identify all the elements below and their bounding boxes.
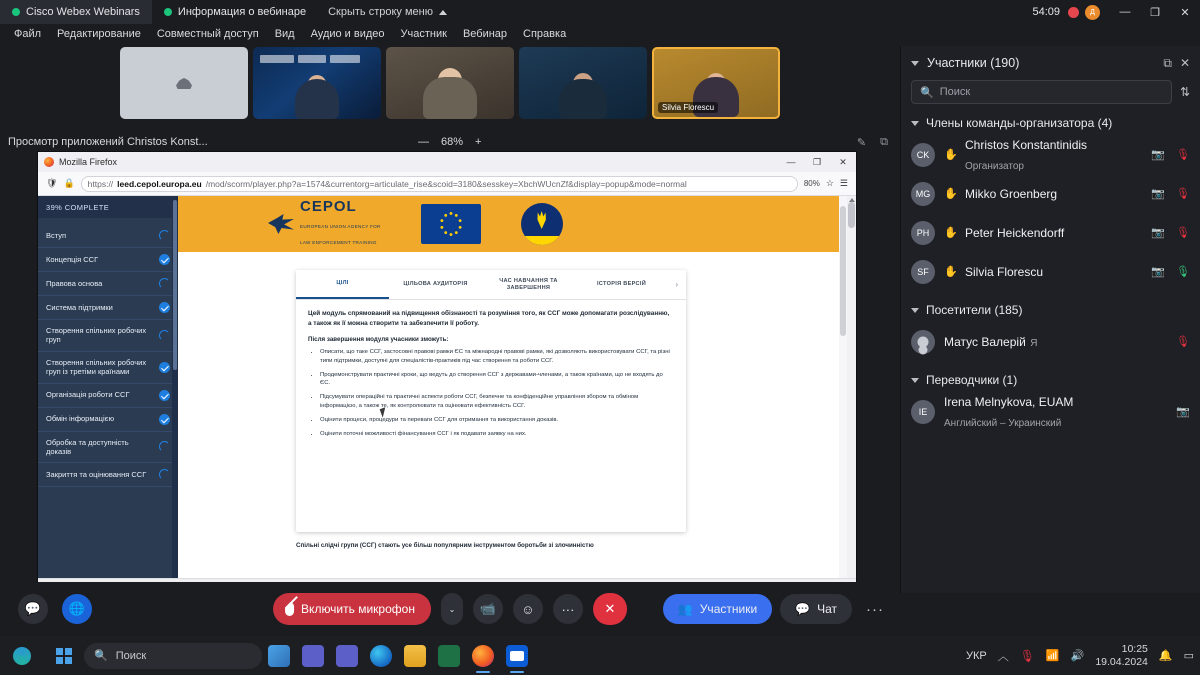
unmute-microphone-label: Включить микрофон (301, 602, 415, 616)
outline-item-label: Обробка та доступність доказів (46, 437, 129, 456)
unmute-microphone-button[interactable] (273, 593, 431, 625)
ukraine-seal-icon (521, 203, 563, 245)
participant-row[interactable] (901, 213, 1200, 252)
objective-item: • Підсумувати операційні та практичні аспекти роботи ССГ, безпечне та конфіденційне управління збором та обміном інформацією, а також те, як контролювати та оцінювати ефективність ССГ. (320, 393, 674, 411)
participant-name: Peter Heickendorff (965, 225, 1065, 240)
search-input[interactable] (911, 80, 1172, 104)
system-tray (966, 643, 1194, 667)
chevron-down-icon (911, 378, 919, 383)
participant-info (965, 262, 1142, 281)
cepol-tagline-1: EUROPEAN UNION AGENCY FOR (300, 223, 381, 229)
zoom-out-button[interactable]: — (418, 136, 429, 148)
outline-item-label: Вступ (46, 230, 67, 240)
menu-item-edit[interactable]: Редактирование (57, 28, 141, 40)
webex-icon[interactable] (506, 645, 528, 667)
content-footer-text: Спільні слідчі групи (ССГ) стають усе більш популярним інструментом боротьби зі злочинністю (296, 542, 594, 549)
chat-toggle-button[interactable] (780, 594, 852, 624)
group-header-hosts[interactable] (901, 104, 1200, 135)
chat-icon: 💬 (795, 602, 811, 616)
participant-role: Организатор (965, 160, 1024, 172)
task-view-icon[interactable] (302, 645, 324, 667)
page-zoom-label[interactable]: 80% (803, 179, 820, 188)
teams-icon[interactable] (336, 645, 358, 667)
participant-row[interactable] (901, 174, 1200, 213)
hamburger-icon[interactable]: ☰ (839, 178, 848, 188)
participant-name: Матус Валерій (944, 334, 1026, 349)
microphone-options-chevron-icon[interactable]: ⌄ (441, 593, 463, 625)
avatar: MG (911, 182, 935, 206)
video-tile[interactable] (386, 47, 514, 119)
outline-item[interactable] (38, 272, 178, 296)
camera-icon[interactable]: 📷 (1151, 149, 1166, 161)
menu-item-webinar[interactable]: Вебинар (462, 28, 508, 40)
participant-name: Christos Konstantinidis (965, 138, 1088, 153)
person-body (295, 79, 339, 119)
hide-menubar-button[interactable] (318, 6, 457, 18)
copilot-orb-icon[interactable] (0, 647, 44, 665)
wifi-icon[interactable]: 📶 (1045, 650, 1060, 662)
close-icon[interactable]: ✕ (1179, 56, 1190, 70)
chevron-down-icon (911, 121, 919, 126)
participant-row-self[interactable] (901, 322, 1200, 361)
search-icon: 🔍 (920, 86, 934, 99)
zoom-controls (418, 136, 481, 148)
language-indicator[interactable]: УКР (965, 649, 987, 662)
windows-taskbar (0, 636, 1200, 675)
outline-item-label: Створення спільних робочих груп із третіми країнами (46, 357, 147, 377)
mic-off-icon[interactable]: 🎙 (1176, 336, 1190, 348)
participant-name: Irena Melnykova, EUAM (944, 395, 1074, 410)
menu-item-audio-video[interactable]: Аудио и видео (310, 28, 385, 40)
tab-objectives[interactable]: ЦІЛІ (296, 270, 389, 299)
video-tile[interactable] (120, 47, 248, 119)
participant-status-icons (1151, 187, 1190, 200)
title-bar-right (1032, 0, 1200, 24)
group-header-interpreters[interactable] (901, 361, 1200, 392)
browser-scrollbar[interactable] (847, 196, 856, 592)
status-ring-icon (159, 469, 170, 480)
ukraine-seal-band (521, 236, 563, 245)
annotate-icon[interactable]: ✎ (856, 136, 867, 149)
tab-webinar-info[interactable] (152, 0, 318, 24)
start-button[interactable] (44, 648, 84, 664)
mic-off-icon[interactable]: 🎙 (1176, 227, 1190, 239)
participant-status-icons (1151, 148, 1190, 161)
participant-role: Я (1030, 337, 1038, 349)
control-bar-left (0, 594, 92, 624)
url-scheme: https:// (87, 178, 114, 189)
search-icon: 🔍 (94, 650, 108, 662)
outline-item-label: Обмін інформацією (46, 414, 115, 424)
tab-webex-webinars[interactable] (0, 0, 152, 24)
excel-icon[interactable] (438, 645, 460, 667)
title-bar-tabs (0, 0, 457, 24)
person-body (423, 77, 477, 119)
sidebar-scrollbar-thumb[interactable] (173, 200, 177, 370)
shared-application-viewport (38, 152, 856, 592)
cepol-name: CEPOL (300, 197, 357, 215)
leave-meeting-button[interactable]: ✕ (593, 593, 627, 625)
mic-muted-icon[interactable]: 🎙 (1019, 648, 1035, 663)
reactions-smiley-icon[interactable]: ☺ (513, 594, 543, 624)
firefox-maximize-button[interactable]: ❐ (812, 156, 822, 167)
video-tile-name: Silvia Florescu (658, 102, 718, 113)
search-placeholder: Поиск (939, 86, 971, 98)
person-body (559, 79, 607, 119)
camera-icon[interactable]: 📹 (473, 594, 503, 624)
camera-icon[interactable]: 📷 (1151, 266, 1166, 278)
clock-date: 19.04.2024 (1095, 655, 1148, 668)
participant-status-icons (1151, 265, 1190, 278)
firefox-minimize-button[interactable]: — (786, 157, 796, 167)
edge-icon[interactable] (370, 645, 392, 667)
objective-item: • Продемонструвати практичні кроки, що ведуть до створення ССГ з державами-членами, а також країнами, що не входять до ЄС. (320, 371, 674, 389)
outline-item[interactable] (38, 352, 178, 384)
camera-icon[interactable]: 📷 (1176, 406, 1190, 418)
raise-hand-icon: ✋ (944, 188, 958, 200)
video-thumbnail-strip (0, 46, 900, 120)
chat-bubble-icon[interactable]: 💬 (18, 594, 48, 624)
participant-row[interactable] (901, 135, 1200, 174)
clock-time: 10:25 (1121, 643, 1148, 656)
firefox-navigation-bar (38, 172, 856, 196)
taskbar-clock[interactable] (1095, 643, 1148, 667)
recording-indicator-icon[interactable] (1068, 7, 1079, 18)
status-check-icon (159, 254, 170, 265)
maximize-button[interactable]: ❐ (1150, 6, 1160, 19)
content-inner-scrollbar[interactable] (839, 196, 847, 592)
popout-icon[interactable]: ⧉ (1163, 55, 1172, 70)
browser-scrollbar-thumb[interactable] (848, 202, 855, 228)
avatar: SF (911, 260, 935, 284)
notification-icon[interactable]: 🔔 (1158, 650, 1173, 662)
status-check-icon (159, 302, 170, 313)
cepol-logo (268, 199, 381, 249)
outline-item[interactable] (38, 408, 178, 432)
show-desktop-icon[interactable]: ▭ (1183, 650, 1194, 662)
sort-icon[interactable]: ⇅ (1179, 85, 1190, 99)
share-icons (857, 136, 888, 149)
participants-search-row (901, 80, 1200, 104)
menu-item-share[interactable]: Совместный доступ (156, 28, 259, 40)
more-options-ellipsis-icon[interactable]: ··· (553, 594, 583, 624)
avatar (911, 330, 935, 354)
outline-item[interactable] (38, 224, 178, 248)
microphone-muted-icon (285, 602, 294, 616)
objectives-card (296, 270, 686, 532)
mic-off-icon[interactable]: 🎙 (1176, 149, 1190, 161)
eu-flag-icon (421, 204, 481, 244)
outline-item[interactable] (38, 463, 178, 487)
outline-item[interactable] (38, 432, 178, 464)
course-content-pane (178, 196, 856, 592)
meeting-control-bar (0, 582, 900, 636)
outline-item-label: Закриття та оцінювання ССГ (46, 470, 147, 480)
participants-panel-title: Участники (190) (927, 56, 1020, 70)
outline-item[interactable] (38, 248, 178, 272)
status-check-icon (159, 362, 170, 373)
widgets-icon[interactable] (268, 645, 290, 667)
lock-icon[interactable]: 🔒 (63, 178, 75, 188)
star-icon[interactable]: ☆ (825, 178, 834, 188)
chevron-down-icon[interactable] (911, 61, 919, 66)
raise-hand-icon: ✋ (944, 149, 958, 161)
outline-item[interactable] (38, 296, 178, 320)
windows-logo-icon (56, 648, 72, 664)
mic-off-icon[interactable]: 🎙 (1176, 188, 1190, 200)
status-ring-icon (159, 230, 170, 241)
globe-icon[interactable]: 🌐 (62, 594, 92, 624)
taskbar-search-input[interactable] (84, 643, 262, 669)
participant-name: Mikko Groenberg (965, 186, 1058, 201)
participant-row[interactable] (901, 252, 1200, 291)
objectives-bullets (320, 348, 674, 439)
participant-info (944, 392, 1167, 430)
popout-icon[interactable]: ⧉ (880, 135, 888, 148)
course-outline-list (38, 218, 178, 487)
camera-icon[interactable]: 📷 (1151, 188, 1166, 200)
outline-item-label: Правова основа (46, 278, 103, 288)
tabs-next-arrow-icon[interactable]: › (675, 279, 679, 289)
status-check-icon (159, 390, 170, 401)
raise-hand-icon: ✋ (944, 227, 958, 239)
group-header-attendees[interactable] (901, 291, 1200, 322)
avatar[interactable]: Д (1085, 5, 1100, 20)
file-explorer-icon[interactable] (404, 645, 426, 667)
content-inner-scrollbar-thumb[interactable] (840, 206, 846, 336)
video-tile[interactable] (519, 47, 647, 119)
objectives-subhead: Після завершення модуля учасники зможуть: (308, 335, 449, 343)
participant-status-icons (1176, 335, 1190, 348)
participants-icon: 👥 (677, 602, 693, 616)
outline-item-label: Концепція ССГ (46, 254, 99, 264)
overlay-logo-icon (260, 54, 370, 63)
objective-item: • Оцінити процеси, процедури та переваги ССГ для отримання та використання доказів. (320, 416, 674, 425)
chevron-up-icon (439, 10, 447, 15)
status-dot-icon (12, 8, 20, 16)
firefox-content-area (38, 196, 856, 592)
outline-item-label: Система підтримки (46, 302, 113, 312)
menu-item-help[interactable]: Справка (523, 28, 567, 40)
minimize-button[interactable]: — (1119, 6, 1131, 18)
outline-item-label: Організація роботи ССГ (46, 390, 130, 400)
participant-status-icons (1151, 226, 1190, 239)
mic-on-icon[interactable]: 🎙 (1176, 266, 1190, 278)
cepol-emblem-icon (268, 214, 294, 234)
participant-row[interactable] (901, 392, 1200, 431)
cepol-wordmark (300, 199, 381, 249)
menu-item-view[interactable]: Вид (274, 28, 295, 40)
status-ring-icon (159, 441, 170, 452)
close-button[interactable]: ✕ (1180, 6, 1190, 19)
participants-panel (900, 46, 1200, 593)
address-bar[interactable] (81, 176, 798, 192)
objectives-tabs (296, 270, 686, 300)
avatar: IE (911, 400, 935, 424)
taskbar-search-placeholder: Поиск (115, 649, 147, 662)
participant-name: Silvia Florescu (965, 264, 1044, 279)
menu-bar (0, 24, 1200, 44)
firefox-icon (44, 157, 54, 167)
participant-status-icons (1176, 405, 1190, 418)
group-header-hosts-label: Члены команды-организатора (4) (926, 116, 1113, 130)
shield-icon[interactable]: 🛡 (46, 178, 58, 188)
tab-webinar-info-label: Информация о вебинаре (177, 6, 307, 18)
participant-info (965, 184, 1142, 203)
firefox-icon[interactable] (472, 645, 494, 667)
group-header-attendees-label: Посетители (185) (926, 303, 1023, 317)
title-bar (0, 0, 1200, 24)
participant-info (965, 135, 1142, 173)
zoom-in-button[interactable]: + (475, 136, 482, 148)
menu-item-participant[interactable]: Участник (400, 28, 447, 40)
info-dot-icon (164, 8, 172, 16)
objective-item: • Оцінити поточні можливості фінансування ССГ і як подавати заявку на них. (320, 430, 674, 439)
status-ring-icon (159, 278, 170, 289)
outline-item[interactable] (38, 320, 178, 352)
control-bar-right (663, 594, 890, 624)
url-path: /mod/scorm/player.php?a=1574&currentorg=articulate_rise&scoid=3180&sesskey=XbchWUcnZf&display=popup&mode=normal (205, 178, 687, 189)
url-host: leed.cepol.europa.eu (117, 178, 202, 189)
avatar: CK (911, 143, 935, 167)
cepol-tagline-2: LAW ENFORCEMENT TRAINING (300, 240, 377, 246)
share-title: Просмотр приложений Christos Konst... (8, 136, 208, 148)
hide-menubar-label: Скрыть строку меню (328, 6, 433, 18)
share-status-bar (0, 132, 900, 152)
objectives-lead: Цей модуль спрямований на підвищення обізнаності та розуміння того, як ССГ може допомагати розслідуванню, а також як її можна створити та забезпечити її роботу. (308, 310, 670, 327)
group-header-interpreters-label: Переводчики (1) (926, 373, 1018, 387)
tab-target-audience[interactable]: ЦІЛЬОВА АУДИТОРІЯ (403, 281, 468, 287)
status-ring-icon (159, 330, 170, 341)
camera-icon[interactable]: 📷 (1151, 227, 1166, 239)
outline-item-label: Створення спільних робочих груп (46, 326, 147, 345)
raise-hand-icon: ✋ (944, 266, 958, 278)
video-tile-active-speaker[interactable] (652, 47, 780, 119)
control-bar-center (273, 593, 627, 625)
course-outline-sidebar (38, 196, 178, 592)
status-check-icon (159, 414, 170, 425)
firefox-close-button[interactable]: ✕ (839, 156, 847, 167)
menu-item-file[interactable]: Файл (14, 28, 42, 40)
objective-item: • Описати, що таке ССГ, застосовні правові рамки ЄС та міжнародні правові рамки, які дозволяють використовувати ССГ, та різні типи підтримки, доступні для спеціалістів-практиків під час створення та роботи ССГ. (320, 348, 674, 366)
avatar: PH (911, 221, 935, 245)
participants-panel-header (901, 46, 1200, 80)
participant-languages: Английский – Украинский (944, 417, 1062, 429)
taskbar-app-icons (268, 645, 528, 667)
tab-duration[interactable]: ЧАС НАВЧАННЯ ТА ЗАВЕРШЕННЯ (499, 277, 558, 291)
tab-version-history[interactable]: ІСТОРІЯ ВЕРСІЙ (596, 281, 647, 287)
objectives-body (296, 300, 686, 453)
tab-webex-webinars-label: Cisco Webex Webinars (26, 6, 140, 18)
firefox-title-bar (38, 152, 856, 172)
outline-item[interactable] (38, 384, 178, 408)
chevron-up-icon[interactable]: ︿ (997, 650, 1009, 663)
meeting-timer: 54:09 (1032, 6, 1060, 18)
participant-info (965, 223, 1142, 242)
volume-icon[interactable]: 🔊 (1070, 650, 1085, 662)
firefox-window-buttons (778, 152, 856, 172)
cepol-header-banner (178, 196, 856, 252)
video-tile[interactable] (253, 47, 381, 119)
participant-info (944, 332, 1167, 351)
firefox-window-title: Mozilla Firefox (59, 157, 118, 167)
panel-overflow-icon[interactable]: ··· (866, 600, 884, 618)
chevron-down-icon (911, 308, 919, 313)
participants-toggle-label: Участники (699, 602, 758, 616)
zoom-level-label: 68% (441, 136, 464, 148)
participants-toggle-button[interactable] (663, 594, 772, 624)
eu-stars (439, 212, 463, 236)
course-progress-label: 39% COMPLETE (38, 196, 178, 218)
chat-toggle-label: Чат (817, 602, 837, 616)
